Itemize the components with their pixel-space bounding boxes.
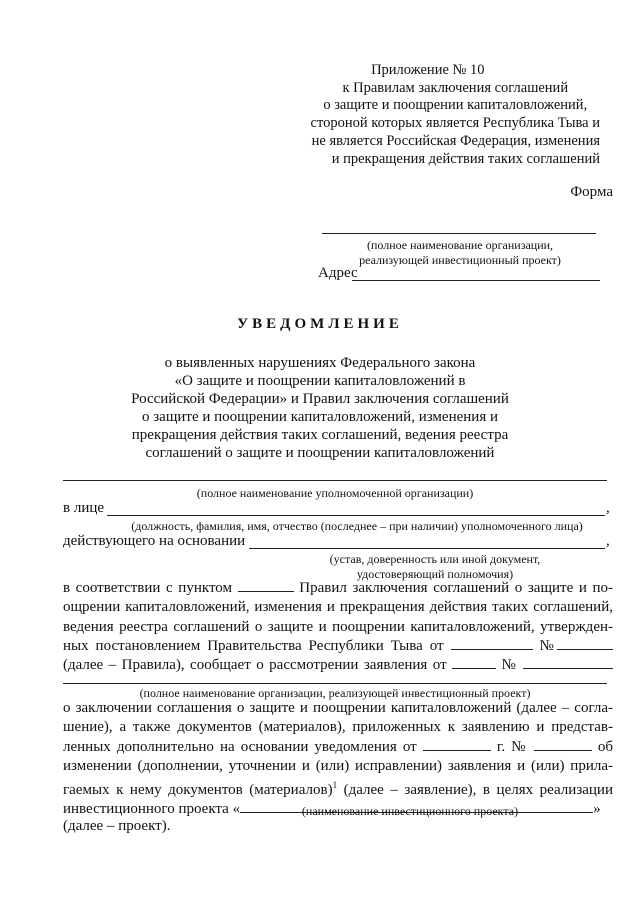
text: инвестиционного проекта « — [63, 801, 241, 818]
text: (далее – Правила), сообщает о рассмотрении заявления от — [63, 657, 447, 674]
authorized-org-caption: (полное наименование уполномоченной организации) — [196, 486, 474, 500]
subject-line: о защите и поощрении капиталовложений, изменения и — [141, 409, 498, 426]
org-project-line[interactable] — [63, 683, 607, 684]
text: № — [501, 657, 518, 674]
org-project-caption: (полное наименование организации, реализующей инвестиционный проект) — [139, 686, 531, 700]
notice-number-field[interactable] — [534, 738, 592, 751]
clause-number-field[interactable] — [238, 579, 294, 592]
document-title: УВЕДОМЛЕНИЕ — [237, 316, 403, 332]
paragraph-line — [63, 637, 613, 656]
text: (далее – заявление), в целях реализации — [343, 782, 613, 799]
resolution-date-field[interactable] — [451, 637, 533, 650]
application-date-field[interactable] — [452, 656, 496, 669]
annex-number: Приложение № 10 — [371, 62, 485, 78]
text: об — [597, 738, 614, 755]
acting-basis-label: действующего на основании — [63, 533, 246, 549]
annex-line: и прекращения действия таких соглашений — [331, 150, 600, 167]
recipient-caption: реализующей инвестиционный проект) — [359, 253, 561, 267]
text: гаемых к нему документов (материалов) — [63, 782, 333, 799]
text: ленных дополнительно на основании уведомления от — [63, 738, 417, 755]
represented-by-caption: (должность, фамилия, имя, отчество (последнее – при наличии) уполномоченного лица) — [131, 519, 583, 533]
paragraph-line: о заключении соглашения о защите и поощрении капиталовложений (далее – согла- — [63, 700, 613, 716]
text: Правил заключения соглашений о защите и по- — [299, 580, 614, 596]
annex-line: о защите и поощрении капиталовложений, — [323, 97, 588, 114]
acting-basis-line[interactable] — [249, 548, 605, 549]
recipient-name-line[interactable] — [322, 233, 596, 234]
paragraph-line: изменении (дополнении, уточнении и (или) исправлении) заявления и (или) прила- — [63, 757, 613, 774]
form-label: Форма — [570, 184, 613, 200]
subject-line: «О защите и поощрении капиталовложений в — [174, 373, 466, 390]
paragraph-line — [63, 776, 613, 800]
acting-basis-caption: удостоверяющий полномочия) — [356, 567, 514, 581]
paragraph-line: шение), а также документов (материалов), приложенных к заявлению и представ- — [63, 719, 613, 736]
annex-line: не является Российская Федерация, изменения — [311, 132, 600, 149]
paragraph-application — [63, 699, 613, 820]
address-label: Адрес — [318, 265, 358, 281]
acting-basis-caption: (устав, доверенность или иной документ, — [329, 552, 541, 566]
project-name-caption: (наименование инвестиционного проекта) — [301, 804, 519, 818]
annex-header — [311, 62, 600, 168]
text: ных постановлением Правительства Республики Тыва от — [63, 637, 444, 654]
paragraph-line — [63, 738, 613, 757]
represented-by-label: в лице — [63, 500, 105, 516]
application-number-field[interactable] — [523, 656, 613, 669]
authorized-org-line[interactable] — [63, 480, 607, 481]
text: » — [593, 801, 601, 818]
subject-line: Российской Федерации» и Правил заключения соглашений — [131, 391, 509, 408]
recipient-caption: (полное наименование организации, — [366, 238, 554, 252]
paragraph-line: ведения реестра соглашений о защите и поощрении капиталовложений, утвержден- — [63, 618, 613, 635]
text: в соответствии с пунктом — [63, 580, 233, 596]
paragraph-line: ощрении капиталовложений, изменения и прекращения действия таких соглашений, — [63, 599, 613, 616]
represented-by-line[interactable] — [107, 515, 605, 516]
address-line[interactable] — [352, 280, 600, 281]
comma: , — [606, 500, 610, 516]
document-subject — [100, 354, 540, 463]
resolution-number-field[interactable] — [557, 637, 613, 650]
paragraph-line — [63, 579, 613, 598]
subject-line: соглашений о защите и поощрении капиталовложений — [145, 445, 495, 462]
annex-line: к Правилам заключения соглашений — [342, 79, 569, 96]
paragraph-rules — [63, 579, 613, 675]
subject-line: о выявленных нарушениях Федерального закона — [164, 355, 476, 371]
text: № — [539, 637, 558, 654]
paragraph-end: (далее – проект). — [63, 818, 171, 834]
subject-line: прекращения действия таких соглашений, ведения реестра — [131, 427, 509, 444]
notice-date-field[interactable] — [423, 738, 491, 751]
paragraph-line — [63, 656, 613, 675]
annex-line: стороной которых является Республика Тыва и — [310, 115, 600, 132]
text: г. № — [496, 738, 528, 755]
comma: , — [606, 533, 610, 549]
footnote-marker: 1 — [332, 780, 338, 791]
